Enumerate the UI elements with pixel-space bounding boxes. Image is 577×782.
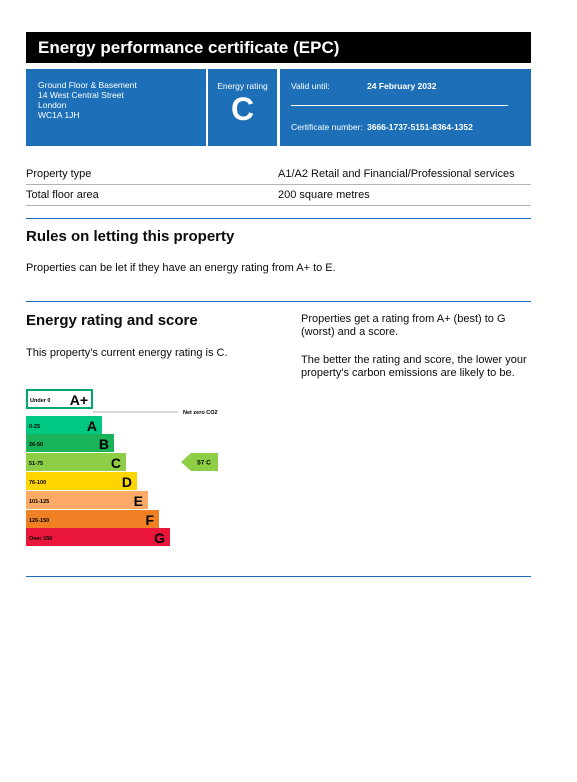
address-line: WC1A 1JH xyxy=(38,110,80,120)
band-range: 51-75 xyxy=(29,461,44,467)
band-letter: B xyxy=(98,436,109,452)
band-range: Under 0 xyxy=(30,398,51,404)
address xyxy=(38,80,137,120)
floor-area-value: 200 square metres xyxy=(278,189,370,201)
band-letter: A+ xyxy=(69,392,88,408)
rating-info-text: Properties get a rating from A+ (best) to G (worst) and a score. xyxy=(301,313,506,338)
section-divider xyxy=(26,218,531,219)
letting-heading: Rules on letting this property xyxy=(26,228,235,245)
energy-rating-label: Energy rating xyxy=(217,81,268,91)
property-type-label: Property type xyxy=(26,168,92,180)
section-divider xyxy=(26,576,531,577)
address-line: London xyxy=(38,100,67,110)
letting-text: Properties can be let if they have an energy rating from A+ to E. xyxy=(26,262,336,274)
current-rating-text: This property’s current energy rating is C. xyxy=(26,347,228,359)
divider xyxy=(291,105,508,106)
energy-rating-panel xyxy=(208,69,277,146)
band-letter: C xyxy=(110,455,121,471)
certificate-number-value: 3666-1737-5151-8364-1352 xyxy=(367,122,473,132)
page-title: Energy performance certificate (EPC) xyxy=(38,38,340,57)
band-range: 101-125 xyxy=(29,499,50,505)
band-range: 0-25 xyxy=(29,424,41,430)
section-divider xyxy=(26,301,531,302)
current-rating-label: 57 C xyxy=(197,459,211,467)
certificate-panel xyxy=(280,69,531,146)
page-header xyxy=(26,32,531,63)
address-line: Ground Floor & Basement xyxy=(38,80,137,90)
floor-area-row xyxy=(26,185,531,206)
rating-info-text-2: The better the rating and score, the lower your property's carbon emissions are likely to be. xyxy=(301,354,527,379)
rating-heading: Energy rating and score xyxy=(26,312,198,329)
valid-until-label: Valid until: xyxy=(291,81,330,91)
band-range: 76-100 xyxy=(29,480,47,486)
floor-area-label: Total floor area xyxy=(26,189,99,201)
property-type-row xyxy=(26,164,531,185)
band-letter: A xyxy=(86,418,97,434)
valid-until-value: 24 February 2032 xyxy=(367,81,437,91)
energy-rating-letter: C xyxy=(230,91,255,127)
band-letter: D xyxy=(121,474,132,490)
band-letter: F xyxy=(145,512,154,528)
certificate-number-label: Certificate number: xyxy=(291,122,363,132)
band-range: Over 150 xyxy=(29,536,53,542)
property-type-value: A1/A2 Retail and Financial/Professional services xyxy=(278,168,515,180)
band-letter: G xyxy=(154,530,165,546)
band-range: 26-50 xyxy=(29,442,44,448)
address-line: 14 West Central Street xyxy=(38,90,124,100)
energy-rating-chart xyxy=(26,388,226,548)
address-panel xyxy=(26,69,206,146)
band-letter: E xyxy=(133,493,143,509)
band-range: 126-150 xyxy=(29,518,50,524)
net-zero-label: Net zero CO2 xyxy=(183,410,218,416)
